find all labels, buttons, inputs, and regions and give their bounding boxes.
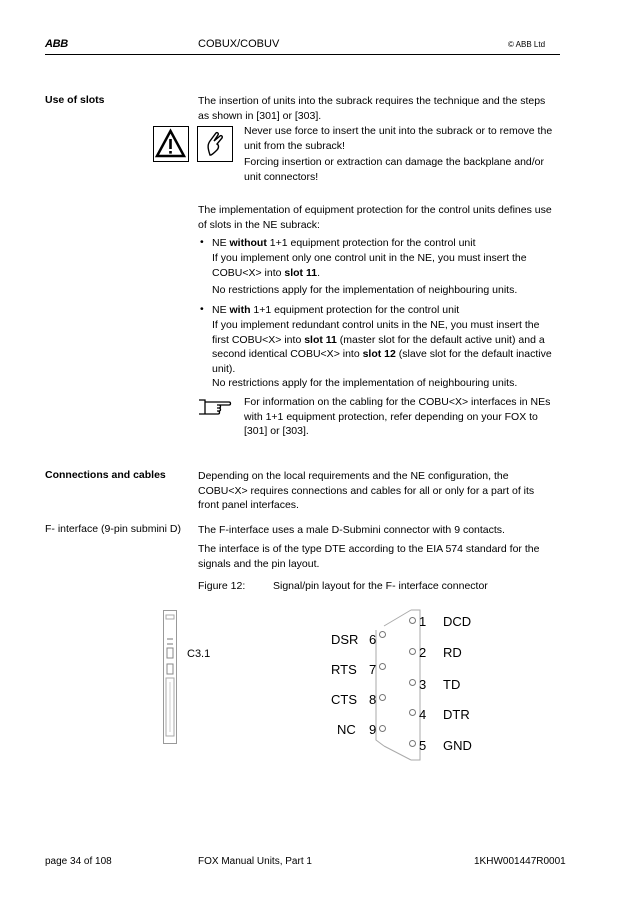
pin-7-number: 7 bbox=[369, 662, 377, 677]
pin-1-signal: DCD bbox=[443, 614, 472, 629]
footer-document-name: FOX Manual Units, Part 1 bbox=[198, 856, 312, 867]
pin-3-number: 3 bbox=[419, 677, 427, 692]
pin-1-number: 1 bbox=[419, 614, 427, 629]
bullet2-detail: If you implement redundant control units in the NE, you must insert the first COBU<X> into slot 11 (master slot for the default active unit) and a second identical COBU<X> into slot 12 (slave slot for the default inactive unit). bbox=[212, 319, 552, 375]
pin-6-contact bbox=[379, 631, 386, 638]
warning-text-2: Forcing insertion or extraction can damage the backplane and/or unit connectors! bbox=[244, 156, 545, 183]
f-interface-line2: The interface is of the type DTE according to the EIA 574 standard for the signals and the pin layout. bbox=[198, 543, 540, 570]
figure-number: Figure 12: bbox=[198, 580, 246, 592]
pointing-hand-icon bbox=[197, 396, 237, 418]
section-heading-use-of-slots: Use of slots bbox=[45, 94, 105, 106]
pin-6-signal: DSR bbox=[331, 632, 359, 647]
footer-page-number: page 34 of 108 bbox=[45, 856, 112, 867]
pin-4-signal: DTR bbox=[443, 707, 470, 722]
pin-4-contact bbox=[409, 709, 416, 716]
warning-triangle-icon bbox=[153, 126, 189, 162]
pin-9-number: 9 bbox=[369, 722, 377, 737]
pin-6-number: 6 bbox=[369, 632, 377, 647]
connector-label: C3.1 bbox=[187, 648, 211, 660]
pin-2-number: 2 bbox=[419, 645, 427, 660]
pin-1-contact bbox=[409, 617, 416, 624]
pin-8-signal: CTS bbox=[331, 692, 357, 707]
footer-document-id: 1KHW001447R0001 bbox=[474, 856, 566, 867]
section-heading-connections: Connections and cables bbox=[45, 469, 166, 481]
connections-text: Depending on the local requirements and the NE configuration, the COBU<X> requires connections and cables for all or only for a part of its front panel interfaces. bbox=[198, 470, 535, 511]
protection-intro: The implementation of equipment protection for the control units defines use of slots in the NE subrack: bbox=[198, 204, 552, 231]
bullet2-heading: NE with 1+1 equipment protection for the control unit bbox=[212, 304, 460, 316]
bullet1-detail: If you implement only one control unit in the NE, you must insert the COBU<X> into slot 11. bbox=[212, 252, 527, 279]
pin-3-contact bbox=[409, 679, 416, 686]
pin-5-number: 5 bbox=[419, 738, 427, 753]
header-rule bbox=[45, 54, 560, 55]
pin-8-contact bbox=[379, 694, 386, 701]
copyright: © ABB Ltd bbox=[508, 40, 546, 49]
bullet2-no-restrictions: No restrictions apply for the implementation of neighbouring units. bbox=[212, 377, 518, 389]
pin-9-signal: NC bbox=[337, 722, 356, 737]
info-note-text: For information on the cabling for the COBU<X> interfaces in NEs with 1+1 equipment protection, refer depending on your FOX to [301] or [303]. bbox=[244, 396, 551, 437]
document-title: COBUX/COBUV bbox=[198, 38, 280, 50]
bullet-marker: • bbox=[200, 303, 204, 315]
pin-8-number: 8 bbox=[369, 692, 377, 707]
figure-caption: Signal/pin layout for the F- interface connector bbox=[273, 580, 488, 592]
pin-2-contact bbox=[409, 648, 416, 655]
pin-2-signal: RD bbox=[443, 645, 462, 660]
section-heading-f-interface: F- interface (9-pin submini D) bbox=[45, 523, 181, 535]
hand-caution-icon bbox=[197, 126, 233, 162]
use-of-slots-intro: The insertion of units into the subrack requires the technique and the steps as shown in [301] or [303]. bbox=[198, 95, 546, 122]
pin-5-contact bbox=[409, 740, 416, 747]
pin-3-signal: TD bbox=[443, 677, 461, 692]
pin-5-signal: GND bbox=[443, 738, 472, 753]
unit-front-panel bbox=[163, 610, 177, 744]
pin-7-contact bbox=[379, 663, 386, 670]
bullet1-no-restrictions: No restrictions apply for the implementation of neighbouring units. bbox=[212, 284, 518, 296]
bullet1-heading: NE without 1+1 equipment protection for the control unit bbox=[212, 237, 476, 249]
pin-7-signal: RTS bbox=[331, 662, 357, 677]
pin-4-number: 4 bbox=[419, 707, 427, 722]
warning-text-1: Never use force to insert the unit into the subrack or to remove the unit from the subrack! bbox=[244, 125, 553, 152]
pin-9-contact bbox=[379, 725, 386, 732]
f-interface-line1: The F-interface uses a male D-Submini connector with 9 contacts. bbox=[198, 524, 505, 536]
bullet-marker: • bbox=[200, 236, 204, 248]
abb-logo: ABB bbox=[45, 38, 68, 50]
